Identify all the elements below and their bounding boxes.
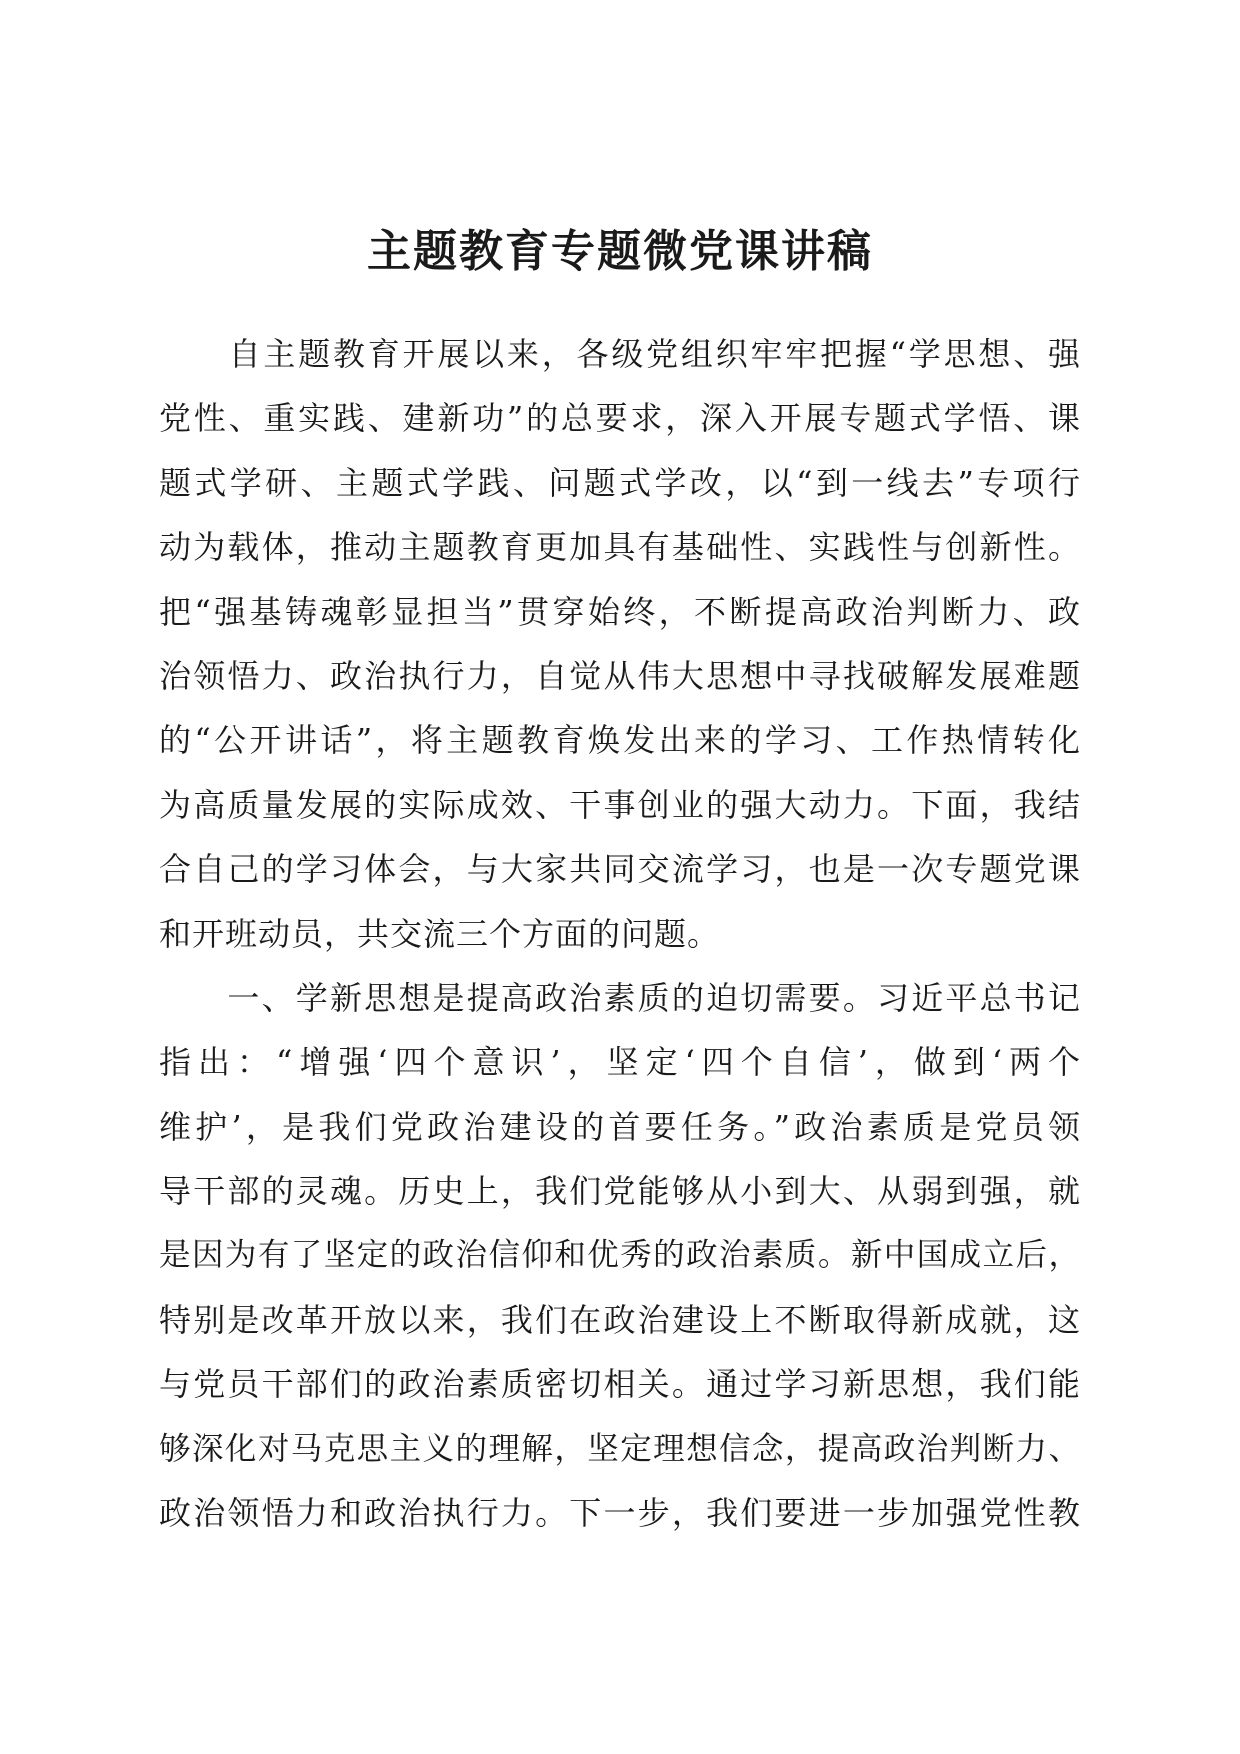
text-line: 题式学研、主题式学践、问题式学改，以“到一线去”专项行 (159, 463, 1081, 502)
text-line: 是因为有了坚定的政治信仰和优秀的政治素质。新中国成立后， (159, 1237, 1081, 1274)
text-line: 党性、重实践、建新功”的总要求，深入开展专题式学悟、课 (159, 399, 1081, 438)
text-line: 特别是改革开放以来，我们在政治建设上不断取得新成就，这 (159, 1300, 1081, 1339)
document-body (159, 322, 1081, 1545)
text-line: 够深化对马克思主义的理解，坚定理想信念，提高政治判断力、 (159, 1430, 1081, 1467)
document-title: 主题教育专题微党课讲稿 (367, 226, 873, 277)
text-line: 自主题教育开展以来，各级党组织牢牢把握“学思想、强 (159, 335, 1081, 373)
text-line: 导干部的灵魂。历史上，我们党能够从小到大、从弱到强，就 (159, 1172, 1081, 1211)
text-line: 与党员干部们的政治素质密切相关。通过学习新思想，我们能 (159, 1365, 1081, 1404)
text-line: 为高质量发展的实际成效、干事创业的强大动力。下面，我结 (159, 785, 1081, 824)
text-line: 指出：“增强‘四个意识’，坚定‘四个自信’，做到‘两个 (159, 1043, 1081, 1082)
text-line: 把“强基铸魂彰显担当”贯穿始终，不断提高政治判断力、政 (159, 592, 1081, 631)
text-line: 动为载体，推动主题教育更加具有基础性、实践性与创新性。 (159, 528, 1081, 567)
text-line: 合自己的学习体会，与大家共同交流学习，也是一次专题党课 (159, 850, 1081, 889)
text-line: 维护’，是我们党政治建设的首要任务。”政治素质是党员领 (159, 1107, 1081, 1146)
text-line: 一、学新思想是提高政治素质的迫切需要。习近平总书记 (159, 978, 1081, 1017)
text-line: 和开班动员，共交流三个方面的问题。 (159, 914, 721, 953)
text-line: 治领悟力、政治执行力，自觉从伟大思想中寻找破解发展难题 (159, 656, 1081, 695)
text-line: 政治领悟力和政治执行力。下一步，我们要进一步加强党性教 (159, 1494, 1081, 1533)
text-line: 的“公开讲话”，将主题教育焕发出来的学习、工作热情转化 (159, 721, 1081, 760)
